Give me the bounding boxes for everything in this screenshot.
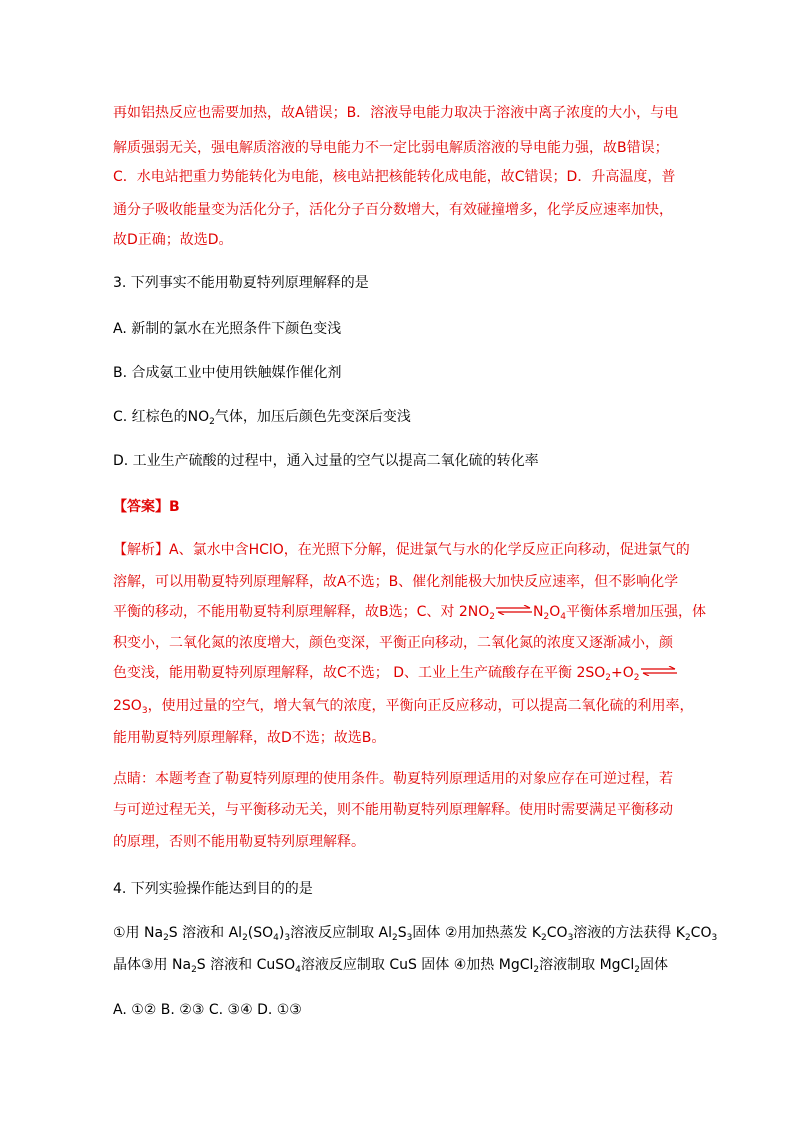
question-3-option-b: B. 合成氨工业中使用铁触媒作催化剂 — [113, 365, 342, 381]
answer-label: 【答案】B — [113, 499, 180, 515]
analysis-line-4: 积变小，二氧化氮的浓度增大，颜色变深，平衡正向移动，二氧化氮的浓度又逐渐减小，颜 — [113, 635, 673, 651]
question-3-option-a: A. 新制的氯水在光照条件下颜色变浅 — [113, 321, 342, 337]
equilibrium-arrow-icon — [641, 666, 677, 676]
question-4-options: A. ①② B. ②③ C. ③④ D. ①③ — [113, 1002, 302, 1018]
question-3-option-d: D. 工业生产硫酸的过程中，通入过量的空气以提高二氧化硫的转化率 — [113, 453, 539, 469]
question-4-stem: 4. 下列实验操作能达到目的的是 — [113, 881, 313, 897]
analysis-line-2: 溶解，可以用勒夏特列原理解释，故A不选；B、催化剂能极大加快反应速率，但不影响化学 — [113, 574, 679, 590]
analysis-line-7: 能用勒夏特列原理解释，故D不选；故选B。 — [113, 730, 386, 746]
explanation-line-4: 通分子吸收能量变为活化分子，活化分子百分数增大，有效碰撞增多，化学反应速率加快， — [113, 202, 673, 218]
equilibrium-arrow-icon — [496, 605, 532, 615]
comment-line-2: 与可逆过程无关，与平衡移动无关，则不能用勒夏特列原理解释。使用时需要满足平衡移动 — [113, 802, 673, 818]
analysis-line-6: $2SO_3$，使用过量的空气，增大氧气的浓度，平衡向正反应移动，可以提高二氧化硫的利用率， — [113, 698, 694, 716]
explanation-line-3: C．水电站把重力势能转化为电能，核电站把核能转化成电能，故C错误；D．升高温度，普 — [113, 169, 676, 185]
analysis-line-3: 平衡的移动，不能用勒夏特利原理解释，故B选；C、对 $2NO_2$ $N_2O_4$平衡体系增加压强，体 — [113, 604, 706, 622]
analysis-line-5: 色变浅，能用勒夏特列原理解释，故C不选； D、工业上生产硫酸存在平衡 $2SO_2+O_2$ — [113, 664, 678, 682]
question-3-option-c: C. 红棕色的$NO_2$气体，加压后颜色先变深后变浅 — [113, 409, 411, 427]
question-4-line-2: 晶体③用 $Na_2S$ 溶液和 CuSO$_4$溶液反应制取 CuS 固体 ④加热 MgCl$_2$溶液制取 MgCl$_2$固体 — [113, 957, 668, 975]
analysis-line-1: 【解析】A、氯水中含HClO，在光照下分解，促进氯气与水的化学反应正向移动，促进氯气的 — [113, 542, 690, 558]
comment-line-3: 的原理，否则不能用勒夏特列原理解释。 — [113, 834, 365, 850]
question-4-line-1: ①用 $Na_2S$ 溶液和 $Al_2(SO_4)_3$溶液反应制取 $Al_2S_3$固体 ②用加热蒸发 $K_2CO_3$溶液的方法获得 $K_2CO_3$ — [113, 925, 718, 943]
explanation-line-1: 再如铝热反应也需要加热，故A错误；B．溶液导电能力取决于溶液中离子浓度的大小，与电 — [113, 105, 679, 121]
question-3-stem: 3. 下列事实不能用勒夏特列原理解释的是 — [113, 275, 369, 291]
comment-line-1: 点睛：本题考查了勒夏特列原理的使用条件。勒夏特列原理适用的对象应存在可逆过程，若 — [113, 771, 673, 787]
explanation-line-2: 解质强弱无关，强电解质溶液的导电能力不一定比弱电解质溶液的导电能力强，故B错误； — [113, 140, 669, 156]
explanation-line-5: 故D正确；故选D。 — [113, 232, 233, 248]
